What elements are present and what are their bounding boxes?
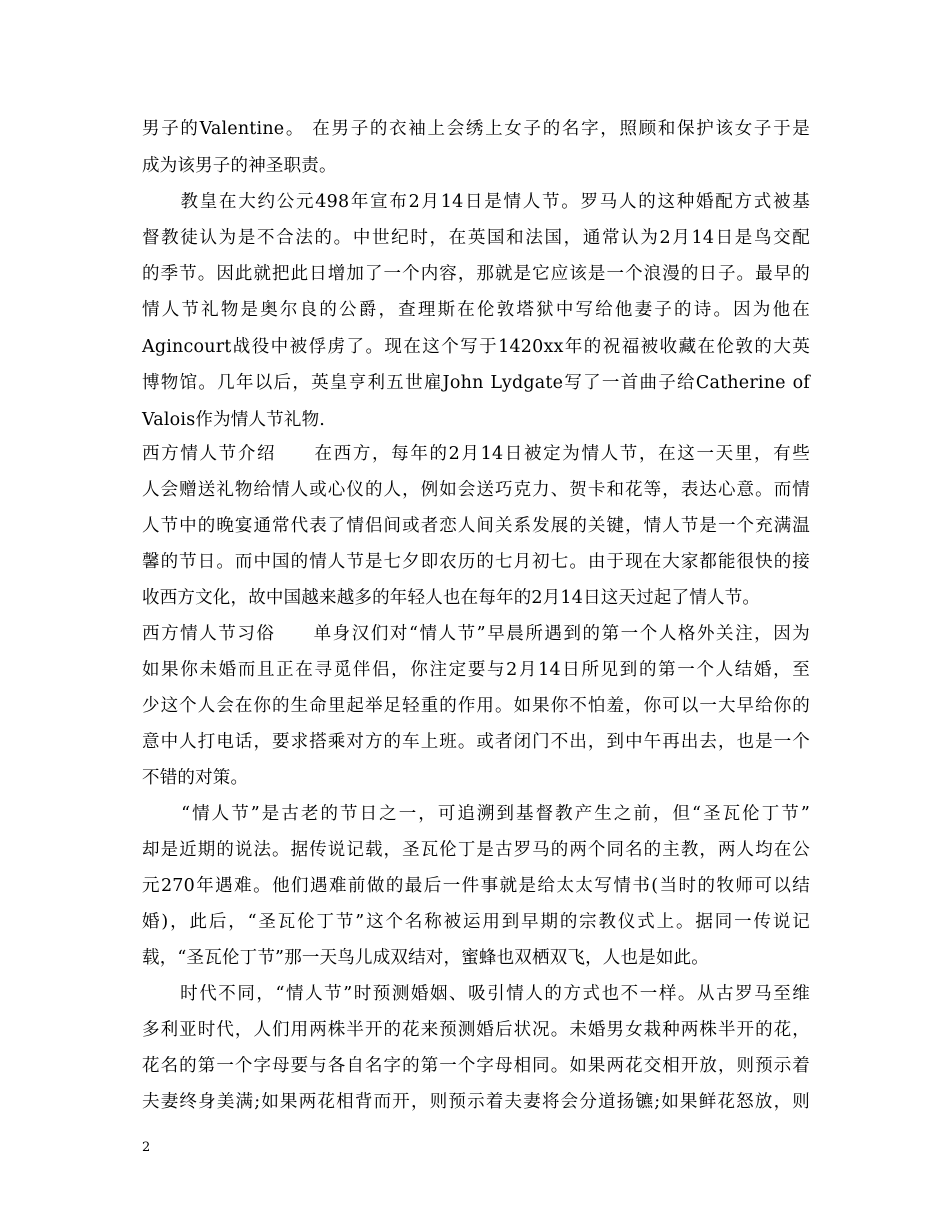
text-line: 成为该男子的神圣职责。: [142, 156, 337, 176]
text-line: 的季节。因此就把此日增加了一个内容，那就是它应该是一个浪漫的日子。最早的: [142, 264, 810, 284]
text-line: 西方情人节介绍 在西方，每年的2月14日被定为情人节，在这一天里，有些: [142, 444, 810, 464]
text-line: 教皇在大约公元498年宣布2月14日是情人节。罗马人的这种婚配方式被基: [142, 192, 810, 212]
text-line: Valois作为情人节礼物.: [142, 410, 326, 430]
text-line: 博物馆。几年以后，英皇亨利五世雇John Lydgate写了一首曲子给Catherine of: [142, 373, 810, 393]
text-line: “情人节”是古老的节日之一，可追溯到基督教产生之前，但“圣瓦伦丁节”: [142, 804, 810, 824]
text-line: 情人节礼物是奥尔良的公爵，查理斯在伦敦塔狱中写给他妻子的诗。因为他在: [142, 300, 810, 320]
text-line: 人节中的晚宴通常代表了情侣间或者恋人间关系发展的关键，情人节是一个充满温: [142, 516, 810, 536]
text-line: 督教徒认为是不合法的。中世纪时，在英国和法国，通常认为2月14日是鸟交配: [142, 228, 810, 248]
text-line: 意中人打电话，要求搭乘对方的车上班。或者闭门不出，到中午再出去，也是一个: [142, 732, 810, 752]
text-line: 花名的第一个字母要与各自名字的第一个字母相同。如果两花交相开放，则预示着: [142, 1056, 810, 1076]
text-line: 不错的对策。: [142, 768, 249, 788]
text-line: 收西方文化，故中国越来越多的年轻人也在每年的2月14日这天过起了情人节。: [142, 588, 761, 608]
text-line: 却是近期的说法。据传说记载，圣瓦伦丁是古罗马的两个同名的主教，两人均在公: [142, 840, 810, 860]
text-line: Agincourt战役中被俘虏了。现在这个写于1420xx年的祝福被收藏在伦敦的大英: [142, 337, 810, 357]
text-line: 婚)，此后，“圣瓦伦丁节”这个名称被运用到早期的宗教仪式上。据同一传说记: [142, 912, 810, 932]
text-line: 人会赠送礼物给情人或心仪的人，例如会送巧克力、贺卡和花等，表达心意。而情: [142, 480, 810, 500]
text-line: 夫妻终身美满;如果两花相背而开，则预示着夫妻将会分道扬镳;如果鲜花怒放，则: [142, 1092, 810, 1112]
page-number: 2: [142, 1140, 151, 1155]
text-line: 西方情人节习俗 单身汉们对“情人节”早晨所遇到的第一个人格外关注，因为: [142, 624, 810, 644]
text-line: 少这个人会在你的生命里起举足轻重的作用。如果你不怕羞，你可以一大早给你的: [142, 696, 810, 716]
text-line: 载，“圣瓦伦丁节”那一天鸟儿成双结对，蜜蜂也双栖双飞，人也是如此。: [142, 948, 709, 968]
text-line: 馨的节日。而中国的情人节是七夕即农历的七月初七。由于现在大家都能很快的接: [142, 552, 810, 572]
text-line: 多利亚时代，人们用两株半开的花来预测婚后状况。未婚男女栽种两株半开的花，: [142, 1020, 810, 1040]
text-line: 如果你未婚而且正在寻觅伴侣，你注定要与2月14日所见到的第一个人结婚，至: [142, 660, 810, 680]
text-line: 时代不同，“情人节”时预测婚姻、吸引情人的方式也不一样。从古罗马至维: [142, 984, 810, 1004]
text-line: 男子的Valentine。 在男子的衣袖上会绣上女子的名字，照顾和保护该女子于是: [142, 119, 810, 139]
text-line: 元270年遇难。他们遇难前做的最后一件事就是给太太写情书(当时的牧师可以结: [142, 876, 810, 896]
